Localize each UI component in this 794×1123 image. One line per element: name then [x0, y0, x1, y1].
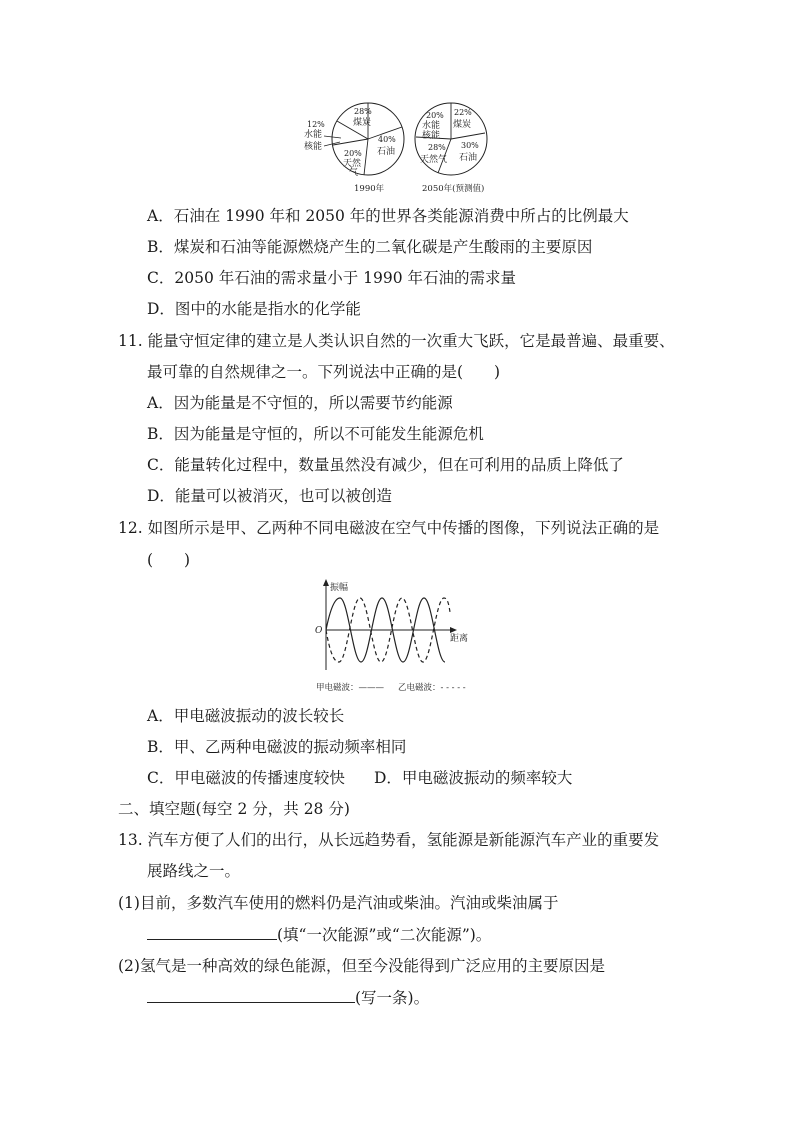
pie-1990-hydro-pct: 12%: [307, 120, 325, 129]
pie-1990-hydro-label-b: 核能: [304, 142, 323, 152]
q12-option-d: D．甲电磁波振动的频率较大: [374, 769, 573, 787]
q12-stem-line1: 12. 如图所示是甲、乙两种不同电磁波在空气中传播的图像，下列说法正确的是: [118, 519, 660, 537]
wave-legend-jia: 甲电磁波：———: [316, 683, 385, 693]
pie-2050-coal-pct: 22%: [454, 108, 472, 117]
pie-2050-coal-label: 煤炭: [453, 120, 472, 130]
q13-part2-text: (2)氢气是一种高效的绿色能源，但至今没能得到广泛应用的主要原因是: [118, 957, 605, 975]
q10-option-a: A．石油在 1990 年和 2050 年的世界各类能源消费中所占的比例最大: [147, 207, 629, 225]
wave-x-axis-arrow: [450, 627, 457, 633]
pie-1990-gas-label-b: 气: [349, 168, 359, 178]
pie-2050-hydro-pct: 20%: [426, 111, 444, 120]
pie-1990-coal-pct: 28%: [354, 107, 372, 116]
wave-y-axis-label: 振幅: [330, 583, 349, 593]
q11-option-d: D．能量可以被消灭，也可以被创造: [147, 487, 392, 505]
pie-1990-oil-label: 石油: [377, 147, 396, 157]
pie-2050-oil-pct: 30%: [461, 141, 479, 150]
q13-part2-answer-row: [147, 988, 429, 1008]
q11-option-b: B．因为能量是守恒的，所以不可能发生能源危机: [147, 425, 484, 443]
q12-option-b: B．甲、乙两种电磁波的振动频率相同: [147, 738, 407, 756]
q12-stem-line2: ( ): [147, 551, 191, 569]
pie-1990-coal-label: 煤炭: [353, 118, 372, 128]
pie-2050-gas-pct: 28%: [428, 143, 446, 152]
pie-2050-hydro-label-a: 水能: [422, 121, 441, 131]
q11-option-a: A．因为能量是不守恒的，所以需要节约能源: [147, 394, 453, 412]
pie-2050-oil-label: 石油: [459, 153, 478, 163]
q13-part2-blank[interactable]: [147, 988, 355, 1003]
q13-part1-text: (1)目前，多数汽车使用的燃料仍是汽油或柴油。汽油或柴油属于: [118, 894, 559, 912]
q10-option-b: B．煤炭和石油等能源燃烧产生的二氧化碳是产生酸雨的主要原因: [147, 238, 593, 256]
pie-1990-hydro-label-a: 水能: [304, 130, 323, 140]
q12-option-c: C．甲电磁波的传播速度较快: [147, 769, 345, 787]
energy-pie-figure: [296, 100, 496, 198]
q13-stem-line1: 13. 汽车方便了人们的出行，从长远趋势看，氢能源是新能源汽车产业的重要发: [118, 831, 660, 849]
q10-option-d: D．图中的水能是指水的化学能: [147, 300, 361, 318]
q13-stem-line2: 展路线之一。: [147, 862, 241, 880]
pie-1990-oil-pct: 40%: [378, 135, 396, 144]
pie-2050-gas-label: 天然气: [420, 155, 448, 165]
q13-part2-suffix: (写一条)。: [355, 989, 430, 1007]
wave-x-axis-label: 距离: [450, 634, 469, 644]
em-wave-figure: [312, 578, 482, 696]
q11-stem-line2: 最可靠的自然规律之一。下列说法中正确的是( ): [147, 363, 501, 381]
pie-2050-hydro-label-b: 核能: [422, 131, 441, 141]
q11-stem-line1: 11. 能量守恒定律的建立是人类认识自然的一次重大飞跃，它是最普遍、最重要、: [118, 332, 675, 350]
q13-part1-blank[interactable]: [147, 925, 277, 940]
q10-option-c: C．2050 年石油的需求量小于 1990 年石油的需求量: [147, 269, 517, 287]
pie-1990-gas-pct: 20%: [344, 149, 362, 158]
wave-legend-yi: 乙电磁波：- - - - -: [398, 683, 466, 693]
q11-option-c: C．能量转化过程中，数量虽然没有减少，但在可利用的品质上降低了: [147, 456, 624, 474]
pie-2050-year: 2050年(预测值): [422, 184, 485, 194]
wave-y-axis-arrow: [323, 579, 329, 586]
wave-origin-label: O: [315, 626, 323, 636]
q12-option-a: A．甲电磁波振动的波长较长: [147, 707, 345, 725]
pie-1990: [304, 103, 404, 194]
q13-part1-answer-row: [147, 925, 491, 945]
pie-1990-gas-label-a: 天然: [343, 159, 362, 169]
q13-part1-suffix: (填“一次能源”或“二次能源”)。: [277, 926, 492, 944]
pie-2050: [415, 103, 487, 194]
pie-1990-year: 1990年: [354, 184, 385, 194]
section-2-heading: 二、填空题(每空 2 分，共 28 分): [118, 800, 350, 818]
